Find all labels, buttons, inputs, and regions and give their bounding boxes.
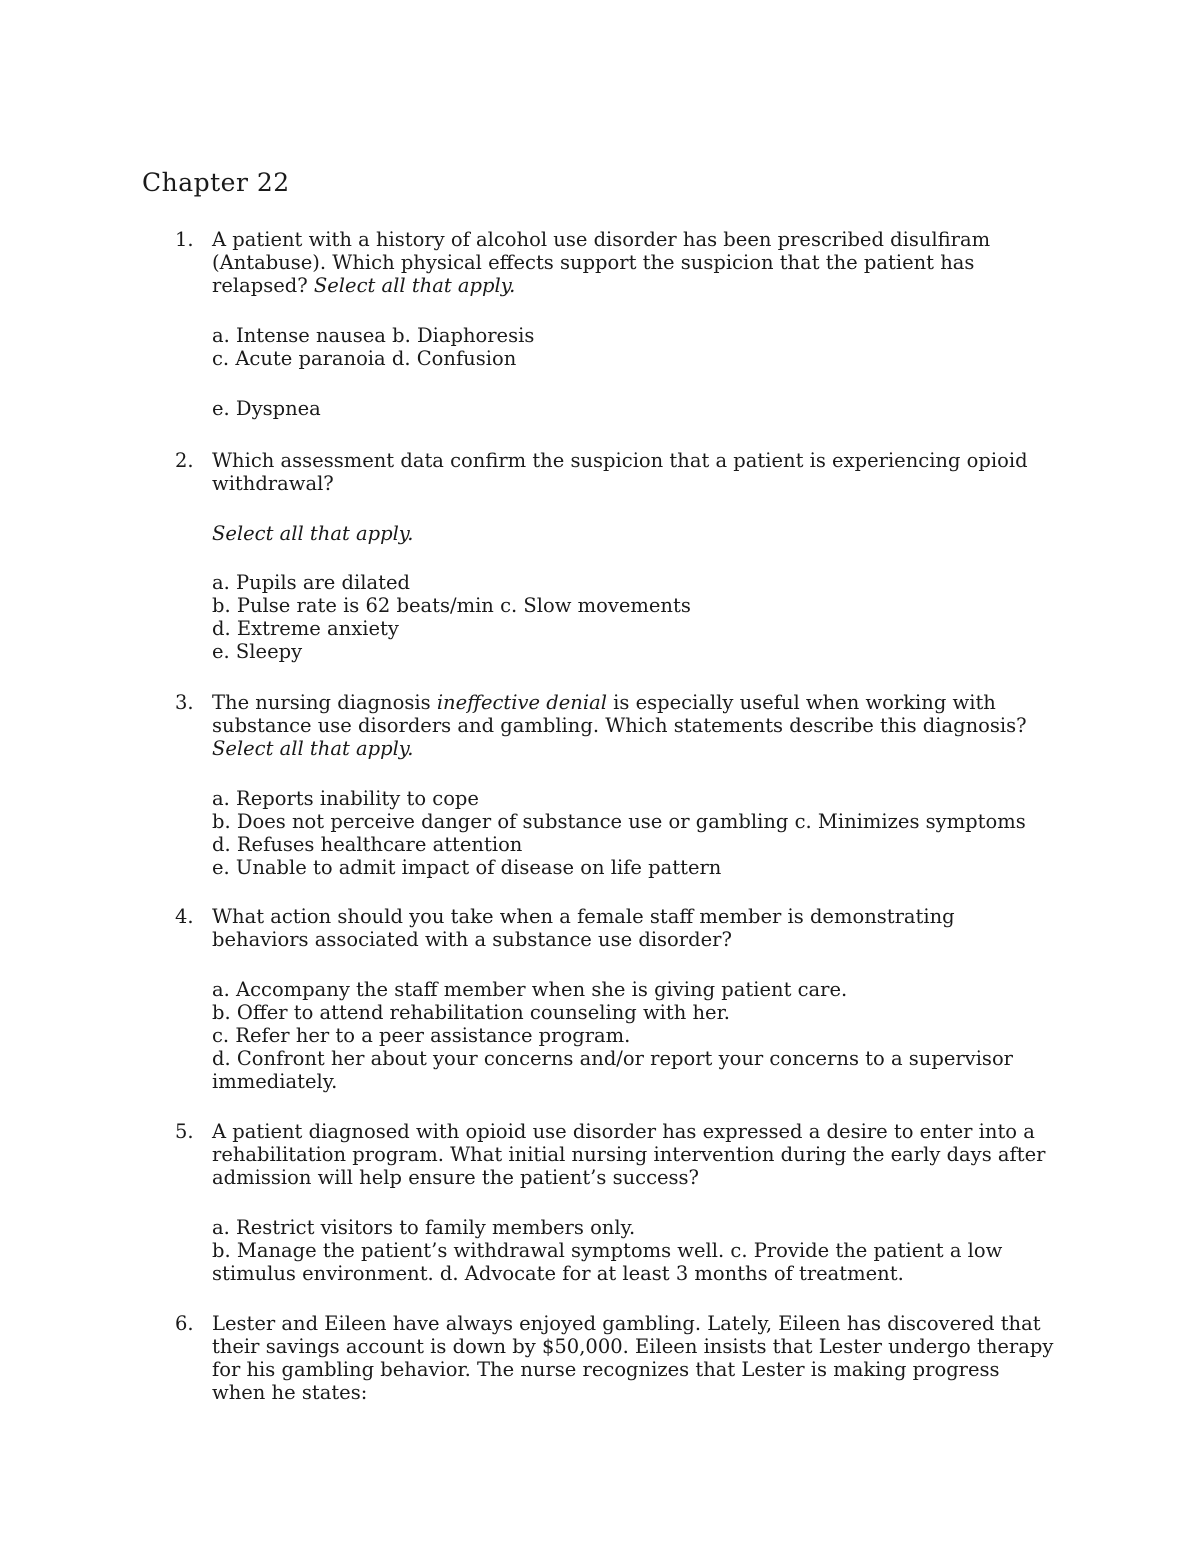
question-stem-line: substance use disorders and gambling. Which statements describe this diagnosis? <box>212 714 1027 737</box>
answer-option: d. Extreme anxiety <box>212 617 399 640</box>
question-stem-line <box>212 691 1075 714</box>
question-stem-line: Which assessment data confirm the suspicion that a patient is experiencing opioid <box>212 449 1028 472</box>
answer-option: e. Unable to admit impact of disease on life pattern <box>212 856 722 879</box>
select-all-instruction: Select all that apply. <box>313 274 516 297</box>
question-number: 4. <box>175 905 194 928</box>
answer-option: d. Confront her about your concerns and/or report your concerns to a supervisor <box>212 1047 1014 1070</box>
question-number: 6. <box>175 1312 194 1335</box>
answer-option: a. Pupils are dilated <box>212 571 410 594</box>
question-number: 5. <box>175 1120 194 1143</box>
answer-option: c. Acute paranoia d. Confusion <box>212 347 517 370</box>
answer-option: a. Restrict visitors to family members only. <box>212 1216 636 1239</box>
answer-option: e. Dyspnea <box>212 397 321 420</box>
question-5 <box>175 1120 1075 1285</box>
question-stem-line: A patient diagnosed with opioid use disorder has expressed a desire to enter into a <box>212 1120 1035 1143</box>
answer-option: a. Intense nausea b. Diaphoresis <box>212 324 535 347</box>
question-number: 3. <box>175 691 194 714</box>
question-stem-line: (Antabuse). Which physical effects support the suspicion that the patient has <box>212 251 975 274</box>
select-all-instruction: Select all that apply. <box>212 522 414 545</box>
chapter-title: Chapter 22 <box>142 168 290 197</box>
select-all-instruction: Select all that apply. <box>212 737 414 760</box>
question-number: 1. <box>175 228 194 251</box>
question-6 <box>175 1312 1075 1404</box>
question-stem-line: rehabilitation program. What initial nursing intervention during the early days after <box>212 1143 1046 1166</box>
question-3 <box>175 691 1075 879</box>
answer-option: b. Pulse rate is 62 beats/min c. Slow movements <box>212 594 691 617</box>
question-stem-line: withdrawal? <box>212 472 334 495</box>
question-stem-line: What action should you take when a female staff member is demonstrating <box>212 905 955 928</box>
answer-option: immediately. <box>212 1070 338 1093</box>
answer-option: d. Refuses healthcare attention <box>212 833 523 856</box>
question-stem-line: their savings account is down by $50,000. Eileen insists that Lester undergo therapy <box>212 1335 1054 1358</box>
answer-option: b. Offer to attend rehabilitation counseling with her. <box>212 1001 730 1024</box>
question-stem-line: for his gambling behavior. The nurse recognizes that Lester is making progress <box>212 1358 1000 1381</box>
question-4 <box>175 905 1075 1093</box>
question-stem-line: Lester and Eileen have always enjoyed gambling. Lately, Eileen has discovered that <box>212 1312 1041 1335</box>
question-2 <box>175 449 1075 663</box>
diagnosis-term: ineffective denial <box>436 691 607 714</box>
question-stem-line <box>212 274 1075 297</box>
answer-option: b. Manage the patient’s withdrawal symptoms well. c. Provide the patient a low <box>212 1239 1003 1262</box>
answer-option: b. Does not perceive danger of substance use or gambling c. Minimizes symptoms <box>212 810 1026 833</box>
question-stem-line: behaviors associated with a substance use disorder? <box>212 928 732 951</box>
question-stem-line: when he states: <box>212 1381 368 1404</box>
question-stem-line: admission will help ensure the patient’s success? <box>212 1166 699 1189</box>
answer-option: c. Refer her to a peer assistance program. <box>212 1024 631 1047</box>
answer-option: e. Sleepy <box>212 640 303 663</box>
stem-text: The nursing diagnosis <box>212 691 437 714</box>
question-stem-line: A patient with a history of alcohol use disorder has been prescribed disulfiram <box>212 228 991 251</box>
stem-text: relapsed? <box>212 274 314 297</box>
question-1 <box>175 228 1075 420</box>
answer-option: stimulus environment. d. Advocate for at least 3 months of treatment. <box>212 1262 904 1285</box>
question-number: 2. <box>175 449 194 472</box>
answer-option: a. Reports inability to cope <box>212 787 479 810</box>
answer-option: a. Accompany the staff member when she is giving patient care. <box>212 978 848 1001</box>
stem-text: is especially useful when working with <box>606 691 996 714</box>
